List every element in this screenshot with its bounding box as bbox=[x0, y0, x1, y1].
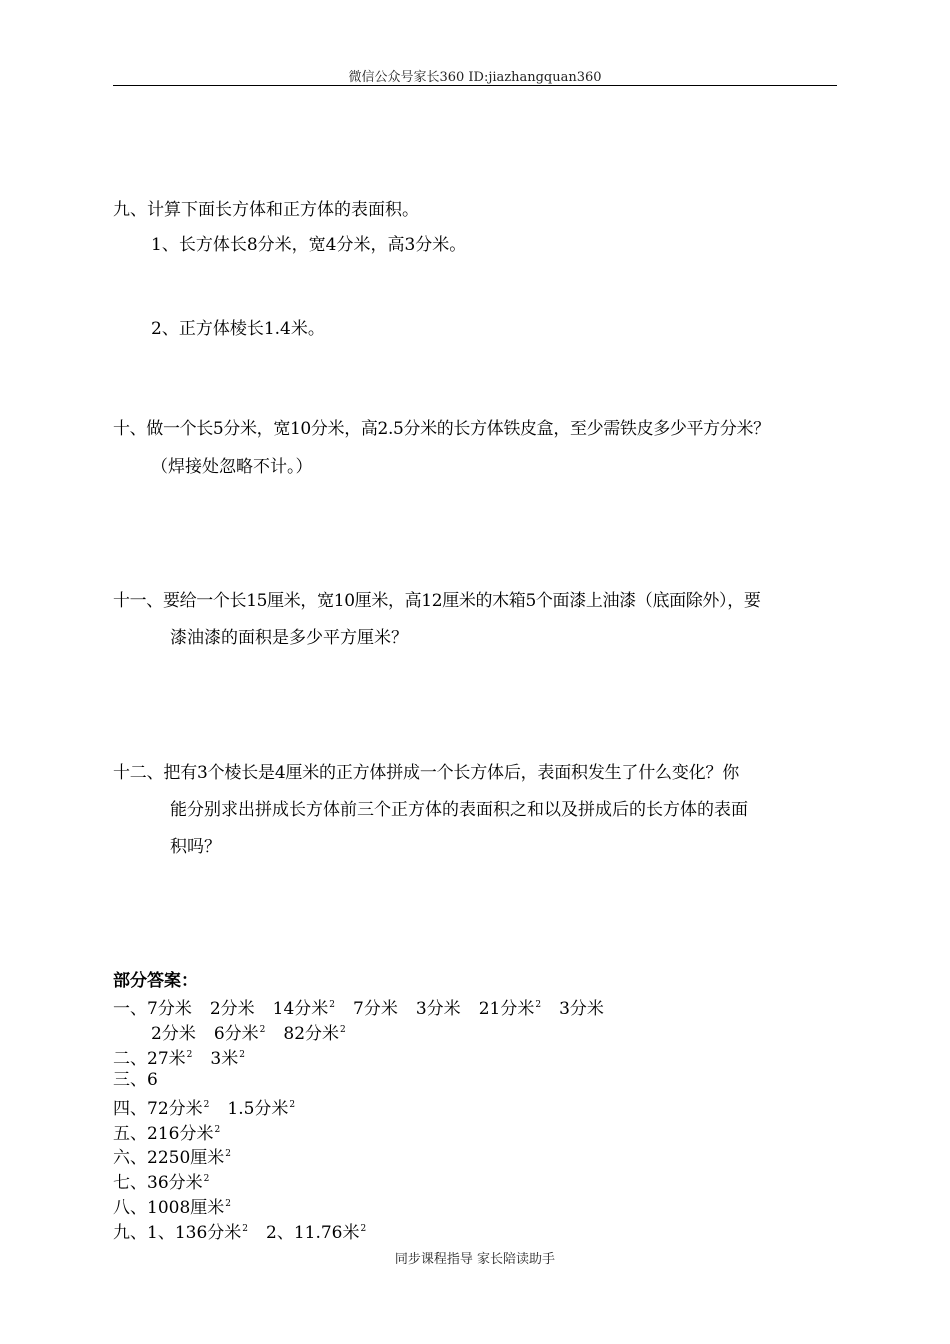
question-9-sub-1: 1、长方体长8分米，宽4分米，高3分米。 bbox=[151, 235, 467, 255]
answer-value: 1008厘米 bbox=[147, 1198, 225, 1218]
answer-value: 2、11.76米 bbox=[266, 1223, 360, 1243]
answer-value: 21分米 bbox=[478, 999, 535, 1019]
answer-value: 36分米 bbox=[147, 1173, 203, 1193]
superscript: 2 bbox=[340, 1025, 346, 1035]
answer-value: 6分米 bbox=[213, 1024, 259, 1044]
answer-value: 1.5分米 bbox=[227, 1099, 289, 1119]
answer-prefix: 二、 bbox=[113, 1049, 147, 1069]
superscript: 2 bbox=[225, 1199, 231, 1209]
answer-7 bbox=[113, 1168, 209, 1194]
answer-value: 2250厘米 bbox=[147, 1148, 225, 1168]
header-divider bbox=[113, 85, 837, 86]
answer-6 bbox=[113, 1143, 231, 1169]
superscript: 2 bbox=[289, 1100, 296, 1110]
answer-1-line-1 bbox=[113, 994, 604, 1020]
answer-value: 3米 bbox=[210, 1049, 239, 1069]
answer-2 bbox=[113, 1044, 245, 1070]
answer-prefix: 六、 bbox=[113, 1148, 147, 1168]
answer-value: 72分米 bbox=[147, 1099, 203, 1119]
answer-prefix: 九、 bbox=[113, 1223, 147, 1243]
answer-5 bbox=[113, 1119, 220, 1145]
question-10-line-1: 十、做一个长5分米，宽10分米，高2.5分米的长方体铁皮盒，至少需铁皮多少平方分米？ bbox=[113, 419, 770, 439]
question-11-line-1: 十一、要给一个长15厘米，宽10厘米，高12厘米的木箱5个面漆上油漆（底面除外），要 bbox=[113, 591, 761, 611]
answer-prefix: 一、 bbox=[113, 999, 147, 1019]
answer-prefix: 八、 bbox=[113, 1198, 147, 1218]
superscript: 2 bbox=[203, 1100, 210, 1110]
answer-value: 14分米 bbox=[272, 999, 329, 1019]
answer-8 bbox=[113, 1193, 231, 1219]
question-12-line-3: 积吗？ bbox=[170, 837, 221, 857]
answer-value: 216分米 bbox=[147, 1124, 214, 1144]
answer-value: 2分米 bbox=[209, 999, 255, 1019]
superscript: 2 bbox=[242, 1224, 248, 1234]
answer-value: 82分米 bbox=[283, 1024, 340, 1044]
answer-value: 27米 bbox=[147, 1049, 186, 1069]
answer-value: 1、136分米 bbox=[147, 1223, 242, 1243]
answer-9 bbox=[113, 1218, 366, 1244]
superscript: 2 bbox=[225, 1149, 231, 1159]
question-12-line-2: 能分别求出拼成长方体前三个正方体的表面积之和以及拼成后的长方体的表面 bbox=[170, 800, 748, 820]
answer-value: 7分米 bbox=[147, 999, 192, 1019]
page-footer: 同步课程指导 家长陪读助手 bbox=[394, 1252, 556, 1267]
answer-3: 三、6 bbox=[113, 1070, 158, 1090]
superscript: 2 bbox=[259, 1025, 266, 1035]
answer-prefix: 五、 bbox=[113, 1124, 147, 1144]
question-9-title: 九、计算下面长方体和正方体的表面积。 bbox=[113, 200, 419, 220]
answer-value: 7分米 bbox=[353, 999, 398, 1019]
superscript: 2 bbox=[239, 1050, 245, 1060]
answer-4 bbox=[113, 1094, 295, 1120]
question-10-line-2: （焊接处忽略不计。） bbox=[151, 457, 313, 477]
question-9-sub-2: 2、正方体棱长1.4米。 bbox=[151, 319, 325, 339]
page-header: 微信公众号家长360 ID:jiazhangquan360 bbox=[348, 70, 602, 85]
question-11-line-2: 漆油漆的面积是多少平方厘米？ bbox=[170, 628, 408, 648]
answer-prefix: 七、 bbox=[113, 1173, 147, 1193]
superscript: 2 bbox=[186, 1050, 193, 1060]
superscript: 2 bbox=[360, 1224, 367, 1234]
answer-value: 3分米 bbox=[559, 999, 604, 1019]
answers-title: 部分答案： bbox=[113, 971, 198, 991]
answer-prefix: 四、 bbox=[113, 1099, 147, 1119]
superscript: 2 bbox=[214, 1125, 221, 1135]
answer-value: 2分米 bbox=[151, 1024, 196, 1044]
superscript: 2 bbox=[329, 1000, 336, 1010]
superscript: 2 bbox=[535, 1000, 542, 1010]
question-12-line-1: 十二、把有3个棱长是4厘米的正方体拼成一个长方体后，表面积发生了什么变化？你 bbox=[113, 763, 740, 783]
answer-value: 3分米 bbox=[415, 999, 461, 1019]
superscript: 2 bbox=[203, 1174, 210, 1184]
answer-1-line-2 bbox=[151, 1019, 346, 1045]
